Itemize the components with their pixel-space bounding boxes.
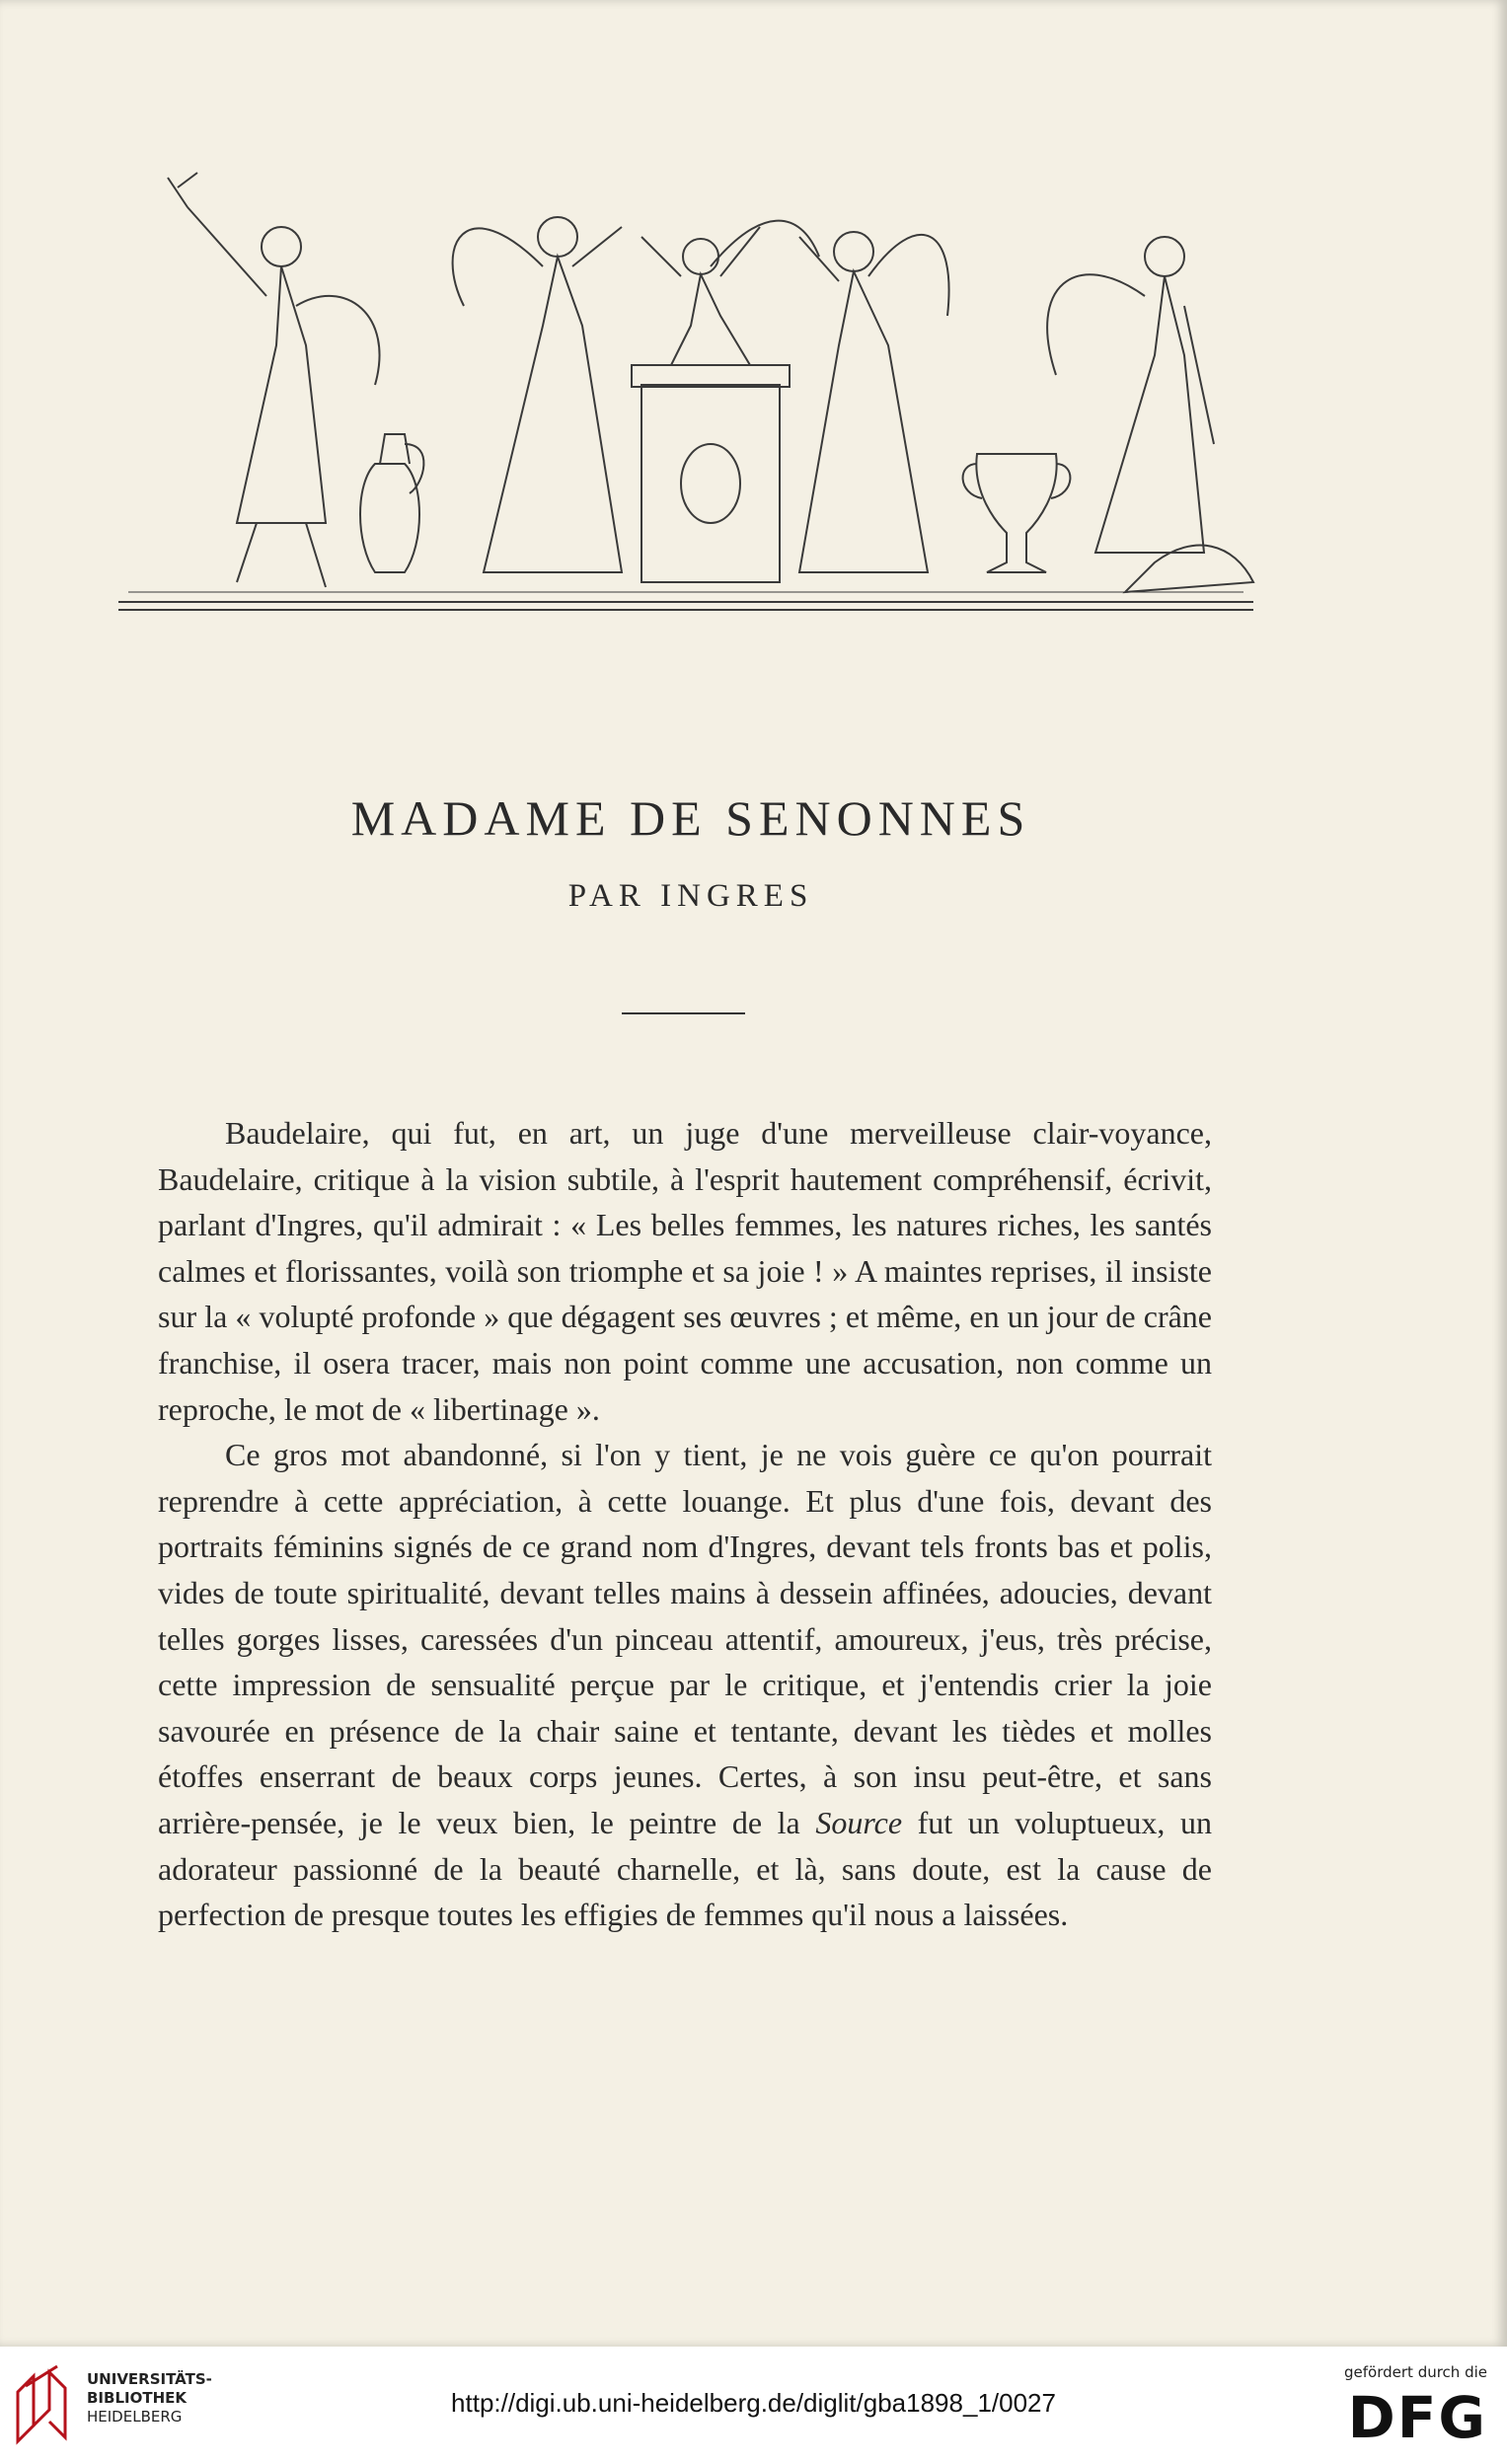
paragraph-2-part-1: Ce gros mot abandonné, si l'on y tient, je ne vois guère ce qu'on pourrait reprendre à cette appréciation, à cette louange. Et plus d'une fois, devant des portraits féminins signés de ce grand nom d'Ingres, devant tels fronts bas et polis, vides de toute spiritualité, devant telles mains à dessein affinées, adoucies, devant telles gorges lisses, caressées d'un pinceau attentif, amoureux, j'eus, très précise, cette impression de sensualité perçue par le critique, et j'entendis crier la joie savourée en présence de la chair saine et tentante, devant les tièdes et molles étoffes enserrant de beaux corps jeunes. Certes, à son insu peut-être, et sans arrière-pensée, je le veux bien, le peintre de la: [158, 1437, 1212, 1840]
paragraph-1: Baudelaire, qui fut, en art, un juge d'une merveilleuse clair-voyance, Baudelaire, critique à la vision subtile, à l'esprit hautement compréhensif, écrivit, parlant d'Ingres, qu'il admirait : « Les belles femmes, les natures riches, les santés calmes et florissantes, voilà son triomphe et sa joie ! » A maintes reprises, il insiste sur la « volupté profonde » que dégagent ses œuvres ; et même, en un jour de crâne franchise, il osera tracer, mais non point comme une accusation, non comme un reproche, le mot de « libertinage ».: [158, 1115, 1212, 1427]
library-name-line-1: UNIVERSITÄTS-: [87, 2370, 212, 2388]
digital-copy-url[interactable]: http://digi.ub.uni-heidelberg.de/diglit/gba1898_1/0027: [451, 2388, 1056, 2418]
title-divider: [622, 1012, 745, 1014]
dfg-logo: DFG: [1347, 2384, 1487, 2451]
paragraph-2-italic-title: Source: [815, 1804, 903, 1840]
paragraph-2: [158, 1432, 1212, 1938]
article-subtitle: PAR INGRES: [567, 878, 814, 914]
classical-frieze-illustration: [109, 168, 1263, 641]
article-body: [158, 1110, 1212, 1938]
paragraph-2-part-2: fut un voluptueux, un adorateur passionné de la beauté charnelle, et là, sans doute, est la cause de perfection de presque toutes les effigies de femmes qu'il nous a laissées.: [158, 1804, 1213, 1933]
library-name-line-2: BIBLIOTHEK: [87, 2389, 187, 2407]
article-title: MADAME DE SENONNES: [350, 790, 1031, 846]
funded-by-label: gefördert durch die: [1344, 2363, 1487, 2381]
library-name-line-3: HEIDELBERG: [87, 2408, 183, 2426]
